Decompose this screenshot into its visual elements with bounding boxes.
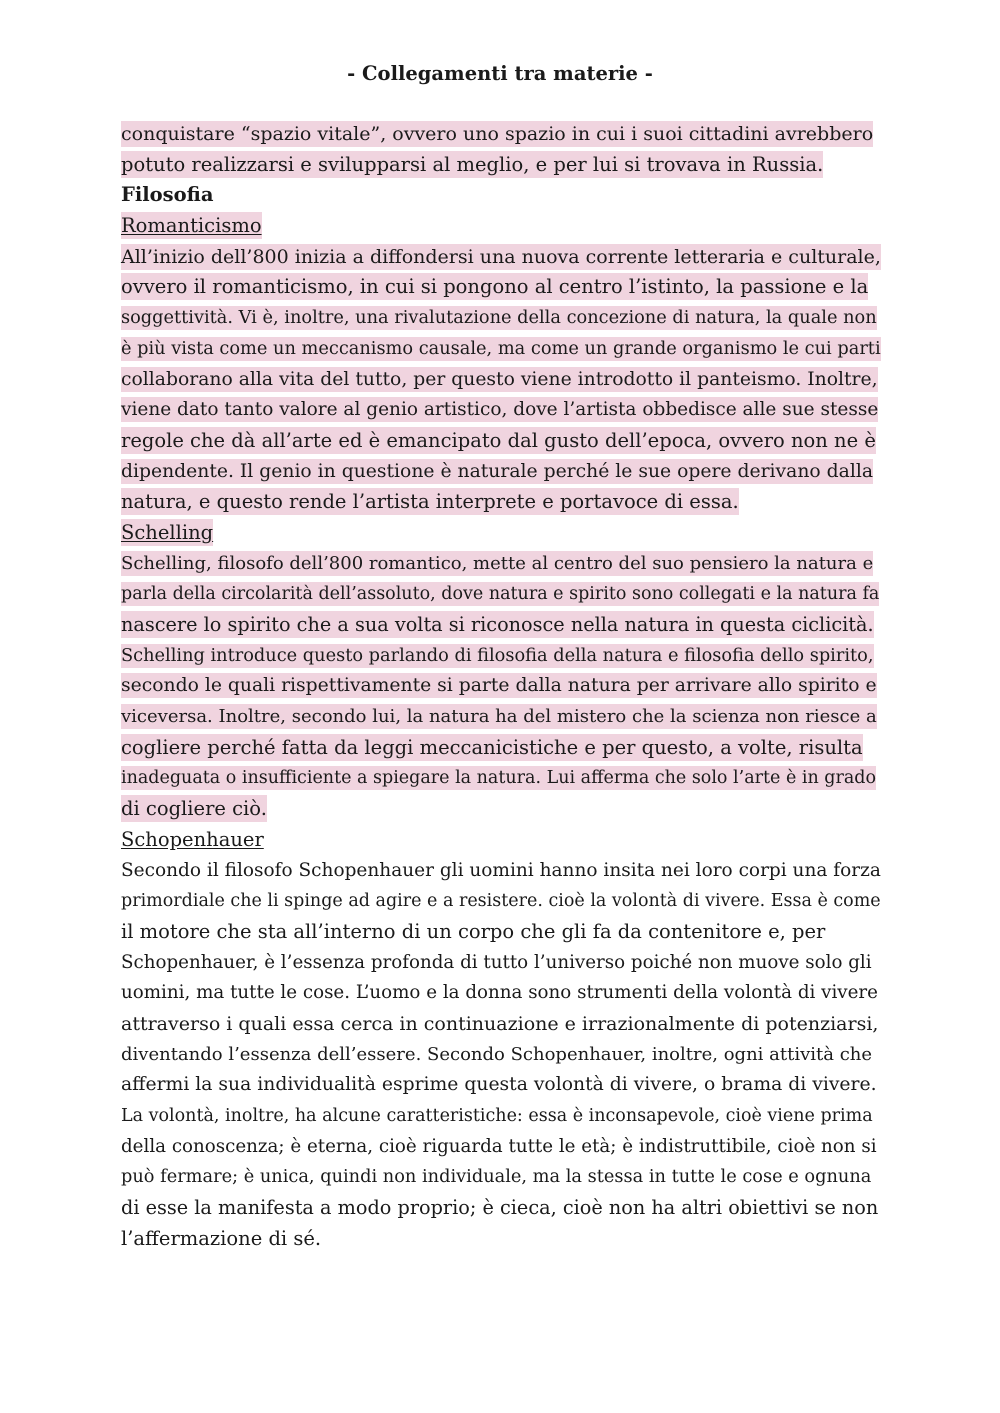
text-line: parla della circolarità dell’assoluto, dove natura e spirito sono collegati e la natura fa xyxy=(121,584,880,605)
subheading-schelling: Schelling xyxy=(121,520,214,544)
text-line: affermi la sua individualità esprime questa volontà di vivere, o brama di vivere. xyxy=(121,1074,877,1096)
text-line: può fermare; è unica, quindi non individuale, ma la stessa in tutte le cose e ognuna xyxy=(121,1167,872,1188)
text-line: soggettività. Vi è, inoltre, una rivalutazione della concezione di natura, la quale non xyxy=(121,308,877,329)
text-line: ovvero il romanticismo, in cui si pongono al centro l’istinto, la passione e la xyxy=(121,275,869,299)
text-line: è più vista come un meccanismo causale, ma come un grande organismo le cui parti xyxy=(121,338,881,359)
document-body xyxy=(121,119,881,1254)
text-line: Secondo il filosofo Schopenhauer gli uomini hanno insita nei loro corpi una forza xyxy=(121,859,881,881)
text-line: della conoscenza; è eterna, cioè riguarda tutte le età; è indistruttibile, cioè non si xyxy=(121,1135,877,1157)
text-line: nascere lo spirito che a sua volta si riconosce nella natura in questa ciclicità. xyxy=(121,613,874,636)
text-line: l’affermazione di sé. xyxy=(121,1226,322,1250)
text-line: All’inizio dell’800 inizia a diffondersi una nuova corrente letteraria e culturale, xyxy=(121,245,881,268)
text-line: collaborano alla vita del tutto, per questo viene introdotto il panteismo. Inoltre, xyxy=(121,368,878,390)
schopenhauer-paragraph xyxy=(121,856,881,1255)
page-title: - Collegamenti tra materie - xyxy=(347,62,653,85)
section-heading-filosofia: Filosofia xyxy=(121,183,214,207)
text-line: natura, e questo rende l’artista interprete e portavoce di essa. xyxy=(121,490,739,514)
text-line: inadeguata o insufficiente a spiegare la natura. Lui afferma che solo l’arte è in grado xyxy=(121,768,877,789)
schelling-paragraph xyxy=(121,549,881,825)
text-line: di cogliere ciò. xyxy=(121,797,267,821)
text-line: di esse la manifesta a modo proprio; è cieca, cioè non ha altri obiettivi se non xyxy=(121,1196,879,1220)
subheading-schopenhauer: Schopenhauer xyxy=(121,827,264,851)
text-line: cogliere perché fatta da leggi meccanicistiche e per questo, a volte, risulta xyxy=(121,735,863,759)
text-line: Schelling, filosofo dell’800 romantico, mette al centro del suo pensiero la natura e xyxy=(121,552,874,574)
text-line: potuto realizzarsi e svilupparsi al meglio, e per lui si trovava in Russia. xyxy=(121,152,824,176)
text-line: La volontà, inoltre, ha alcune caratteristiche: essa è inconsapevole, cioè viene prima xyxy=(121,1106,873,1126)
intro-paragraph xyxy=(121,119,881,180)
subheading-romanticismo: Romanticismo xyxy=(121,214,262,238)
text-line: il motore che sta all’interno di un corpo che gli fa da contenitore e, per xyxy=(121,919,826,943)
text-line: regole che dà all’arte ed è emancipato dal gusto dell’epoca, ovvero non ne è xyxy=(121,428,876,452)
text-line: conquistare “spazio vitale”, ovvero uno spazio in cui i suoi cittadini avrebbero xyxy=(121,123,874,145)
text-line: viene dato tanto valore al genio artistico, dove l’artista obbedisce alle sue stesse xyxy=(121,399,879,421)
text-line: uomini, ma tutte le cose. L’uomo e la donna sono strumenti della volontà di vivere xyxy=(121,982,878,1004)
text-line: viceversa. Inoltre, secondo lui, la natura ha del mistero che la scienza non riesce a xyxy=(121,706,877,728)
romanticismo-paragraph xyxy=(121,242,881,518)
text-line: dipendente. Il genio in questione è naturale perché le sue opere derivano dalla xyxy=(121,460,873,482)
text-line: diventando l’essenza dell’essere. Secondo Schopenhauer, inoltre, ogni attività che xyxy=(121,1043,873,1065)
text-line: secondo le quali rispettivamente si parte dalla natura per arrivare allo spirito e xyxy=(121,675,877,697)
text-line: Schopenhauer, è l’essenza profonda di tutto l’universo poiché non muove solo gli xyxy=(121,951,872,973)
text-line: attraverso i quali essa cerca in continuazione e irrazionalmente di potenziarsi, xyxy=(121,1012,879,1035)
text-line: Schelling introduce questo parlando di filosofia della natura e filosofia dello spirito, xyxy=(121,645,874,666)
text-line: primordiale che li spinge ad agire e a resistere. cioè la volontà di vivere. Essa è come xyxy=(121,891,881,912)
